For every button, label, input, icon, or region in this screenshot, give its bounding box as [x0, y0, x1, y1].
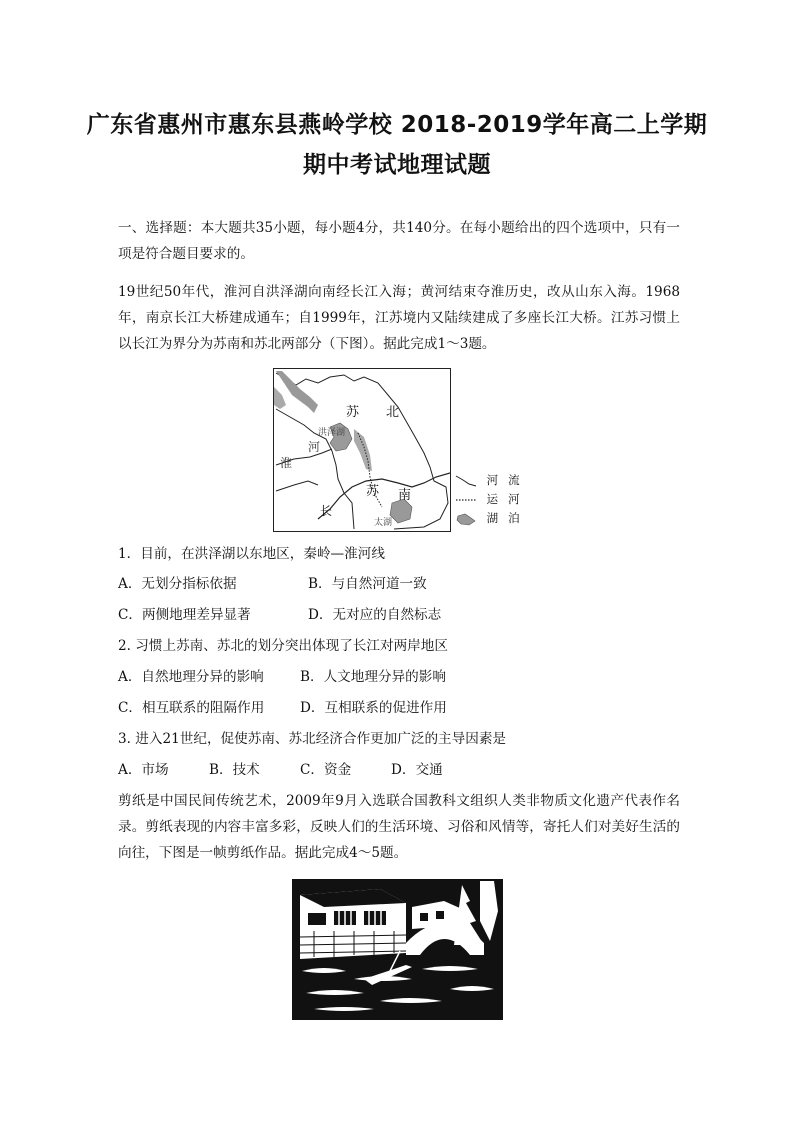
- map-label-taihu: 太湖: [374, 518, 393, 528]
- question-1-option-c[interactable]: C．两侧地理差异显著: [118, 607, 251, 623]
- map-label-subei-1: 苏: [346, 405, 360, 420]
- river-line-icon: [455, 474, 477, 488]
- legend-lake-label: 湖泊: [486, 511, 530, 525]
- map-label-hongze: 洪泽湖: [318, 428, 346, 438]
- legend-river-label: 河流: [486, 473, 530, 487]
- passage-2: 剪纸是中国民间传统艺术，2009年9月入选联合国教科文组织人类非物质文化遗产代表作名录。剪纸表现的内容丰富多彩，反映人们的生活环境、习俗和风情等，寄托人们对美好生活的向往，下图是一帧剪纸作品。据此完成4～5题。: [118, 793, 680, 861]
- map-label-subei-2: 北: [386, 405, 400, 420]
- question-3-option-d[interactable]: D．交通: [391, 762, 443, 778]
- question-3-option-b[interactable]: B．技术: [209, 762, 260, 778]
- legend-canal-label: 运河: [486, 492, 530, 506]
- jiangsu-map: [273, 368, 451, 532]
- papercut-drawing: [294, 881, 501, 1018]
- legend-lake: [455, 510, 530, 526]
- question-1-option-d[interactable]: D．无对应的自然标志: [308, 607, 442, 623]
- question-1-option-b[interactable]: B．与自然河道一致: [308, 576, 427, 592]
- papercut-artwork-image: [292, 879, 503, 1020]
- question-1-stem: 1．目前，在洪泽湖以东地区，秦岭—淮河线: [118, 546, 385, 562]
- question-2-stem: 2. 习惯上苏南、苏北的划分突出体现了长江对两岸地区: [118, 638, 448, 654]
- map-label-chang: 长: [320, 504, 333, 518]
- question-1-option-a[interactable]: A．无划分指标依据: [118, 576, 237, 592]
- lake-shape-icon: [455, 512, 477, 526]
- question-2-option-c[interactable]: C．相互联系的阻隔作用: [118, 700, 265, 716]
- canal-line-icon: [455, 493, 477, 507]
- section-instructions: 一、选择题：本大题共35小题，每小题4分，共140分。在每小题给出的四个选项中，只有一项是符合题目要求的。: [118, 220, 680, 262]
- question-2-option-d[interactable]: D．互相联系的促进作用: [300, 700, 447, 716]
- page-title-line-2: 期中考试地理试题: [303, 152, 491, 178]
- map-label-sunan-1: 苏: [366, 484, 380, 499]
- question-3-option-c[interactable]: C．资金: [300, 762, 352, 778]
- jiangsu-map-drawing: [274, 369, 450, 531]
- map-label-he: 河: [308, 440, 321, 454]
- legend-canal: [455, 491, 530, 507]
- map-label-huai: 淮: [280, 456, 293, 470]
- page-title-line-1: 广东省惠州市惠东县燕岭学校 2018-2019学年高二上学期: [86, 112, 708, 138]
- question-3-option-a[interactable]: A．市场: [118, 762, 169, 778]
- map-label-sunan-2: 南: [398, 488, 412, 503]
- legend-river: [455, 472, 530, 488]
- passage-1: 19世纪50年代，淮河自洪泽湖向南经长江入海；黄河结束夺淮历史，改从山东入海。1968年，南京长江大桥建成通车；自1999年，江苏境内又陆续建成了多座长江大桥。江苏习惯上以长江为界分为苏南和苏北两部分（下图）。据此完成1～3题。: [118, 284, 680, 352]
- question-3-stem: 3. 进入21世纪，促使苏南、苏北经济合作更加广泛的主导因素是: [118, 731, 507, 747]
- question-2-option-a[interactable]: A．自然地理分异的影响: [118, 669, 264, 685]
- question-2-option-b[interactable]: B．人文地理分异的影响: [300, 669, 446, 685]
